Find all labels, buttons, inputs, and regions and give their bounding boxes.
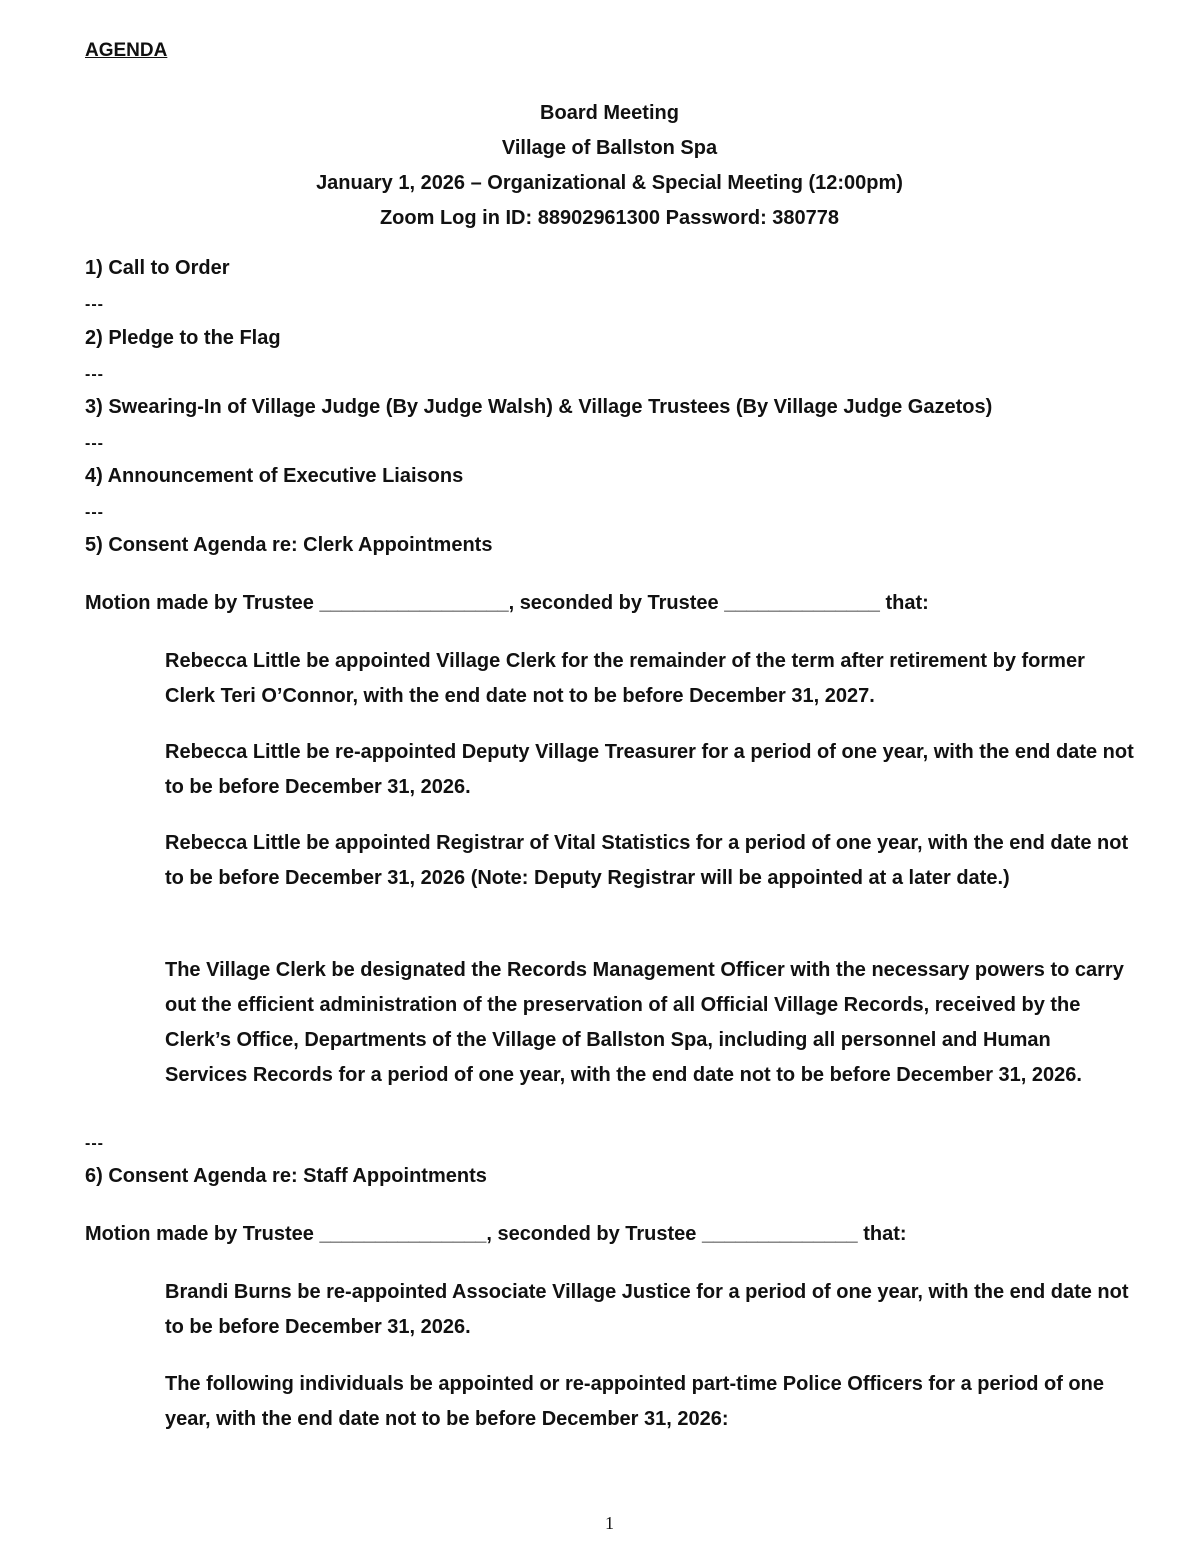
page-number: 1: [605, 1513, 614, 1533]
item-staff-appointments: 6) Consent Agenda re: Staff Appointments: [85, 1165, 487, 1187]
separator: ---: [85, 504, 104, 521]
item-swearing-in: 3) Swearing-In of Village Judge (By Judge Walsh) & Village Trustees (By Village Judge Gazetos): [85, 396, 993, 418]
header-village-name: Village of Ballston Spa: [501, 137, 718, 159]
clerk-paragraph-records-officer: The Village Clerk be designated the Records Management Officer with the necessary powers to carry out the efficient administration of the preservation of all Official Village Records, received by the Clerk’s Office, Departments of the Village of Ballston Spa, including all personnel and Human Services Records for a period of one year, with the end date not to be before December 31, 2026.: [165, 959, 1124, 1086]
separator: ---: [85, 1135, 104, 1152]
item-clerk-appointments: 5) Consent Agenda re: Clerk Appointments: [85, 534, 493, 556]
header-board-meeting: Board Meeting: [540, 102, 679, 124]
staff-paragraph-associate-justice: Brandi Burns be re-appointed Associate Village Justice for a period of one year, with the end date not to be before December 31, 2026.: [165, 1281, 1129, 1338]
clerk-paragraph-village-clerk: Rebecca Little be appointed Village Clerk for the remainder of the term after retirement by former Clerk Teri O’Connor, with the end date not to be before December 31, 2027.: [165, 650, 1085, 707]
meeting-header: [0, 96, 1179, 236]
motion-clerk: Motion made by Trustee _________________, seconded by Trustee ______________ that:: [85, 592, 929, 614]
motion-staff: Motion made by Trustee _______________, seconded by Trustee ______________ that:: [85, 1223, 907, 1245]
separator: ---: [85, 296, 104, 313]
clerk-paragraph-deputy-treasurer: Rebecca Little be re-appointed Deputy Village Treasurer for a period of one year, with the end date not to be before December 31, 2026.: [165, 741, 1134, 798]
clerk-paragraph-registrar: Rebecca Little be appointed Registrar of Vital Statistics for a period of one year, with the end date not to be before December 31, 2026 (Note: Deputy Registrar will be appointed at a later date.): [165, 832, 1129, 889]
header-meeting-date: January 1, 2026 – Organizational & Special Meeting (12:00pm): [316, 172, 903, 194]
item-liaisons: 4) Announcement of Executive Liaisons: [85, 465, 464, 487]
separator: ---: [85, 435, 104, 452]
header-zoom-info: Zoom Log in ID: 88902961300 Password: 380778: [379, 207, 840, 229]
agenda-title: AGENDA: [85, 40, 168, 61]
item-call-to-order: 1) Call to Order: [85, 257, 230, 279]
item-pledge: 2) Pledge to the Flag: [85, 327, 281, 349]
separator: ---: [85, 366, 104, 383]
staff-paragraph-police-officers: The following individuals be appointed or re-appointed part-time Police Officers for a period of one year, with the end date not to be before December 31, 2026:: [165, 1373, 1104, 1430]
